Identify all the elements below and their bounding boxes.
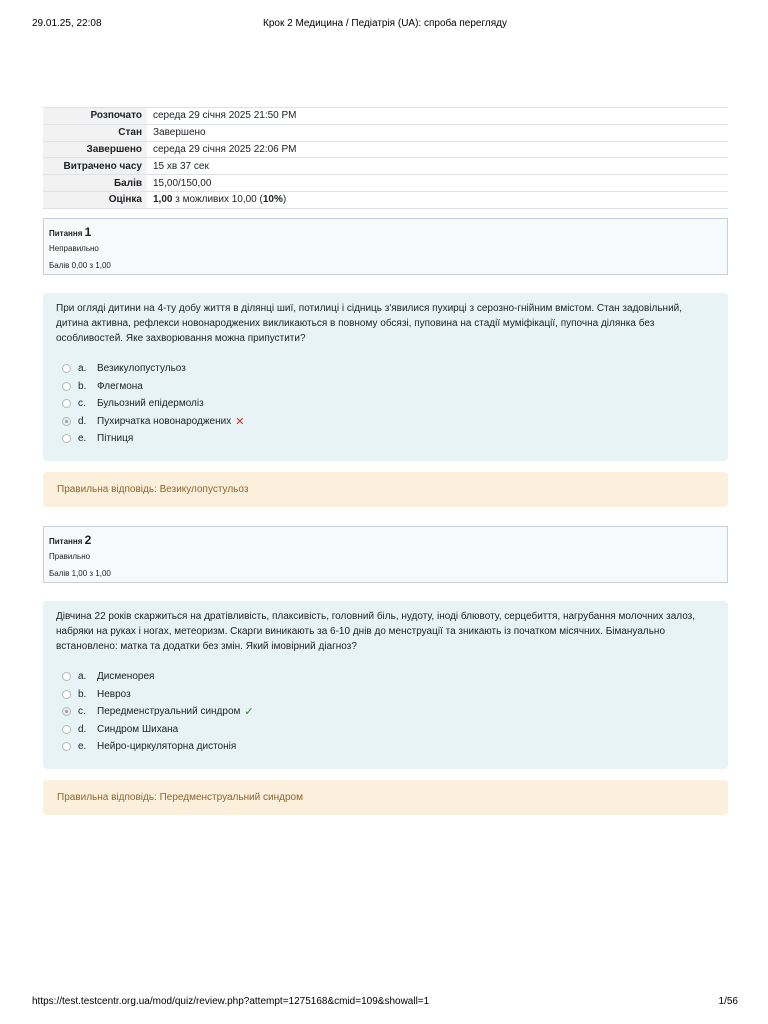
- right-answer-text: Правильна відповідь: Везикулопустульоз: [57, 484, 249, 495]
- answer-label: Дисменорея: [97, 671, 155, 683]
- answer-option-c[interactable]: [56, 395, 715, 413]
- summary-value: 15,00/150,00: [147, 175, 728, 192]
- question-1-formulation: [43, 293, 728, 461]
- answer-option-b[interactable]: [56, 686, 715, 704]
- radio-button[interactable]: [62, 399, 71, 408]
- answer-option-e[interactable]: [56, 430, 715, 448]
- answer-label: Нейро-циркуляторна дистонія: [97, 741, 237, 753]
- answer-option-d[interactable]: [56, 413, 715, 431]
- question-state: Неправильно: [49, 244, 99, 253]
- question-text: Дівчина 22 років скаржиться на дратівливість, плаксивість, головний біль, нудоту, іноді блювоту, серцебиття, нагрубання молочних залоз, набряки на руках і ногах, метеоризм. Скарги виникають за 6-10 днів до менструації та зникають із початком місячних. Бімануально встановлено: матка та додатки без змін. Який імовірний діагноз?: [56, 611, 696, 652]
- question-grade: Балів 1,00 з 1,00: [49, 569, 111, 578]
- answer-letter: a.: [78, 671, 87, 683]
- answer-letter: b.: [78, 688, 87, 700]
- question-number-value: 1: [84, 225, 92, 239]
- right-answer-text: Правильна відповідь: Передменструальний синдром: [57, 792, 303, 803]
- summary-label: Балів: [43, 175, 147, 192]
- question-text: При огляді дитини на 4-ту добу життя в ділянці шиї, потилиці і сідниць з'явилися пухирці з серозно-гнійним вмістом. Стан задовільний, дитина активна, рефлекси новонароджених викликаються в повному обсязі, пуповина на стадії муміфікації, пупочна ділянка без особливостей. Яке захворювання можна припустити?: [56, 303, 683, 344]
- answer-option-d[interactable]: [56, 721, 715, 739]
- question-prefix: Питання: [49, 229, 83, 238]
- radio-button[interactable]: [62, 672, 71, 681]
- answer-option-e[interactable]: [56, 738, 715, 756]
- question-state: Правильно: [49, 552, 91, 561]
- incorrect-icon: ✕: [235, 415, 245, 428]
- answer-option-a[interactable]: [56, 668, 715, 686]
- print-datetime: 29.01.25, 22:08: [32, 18, 102, 29]
- summary-value: середа 29 січня 2025 22:06 PM: [147, 141, 728, 158]
- radio-button[interactable]: [62, 690, 71, 699]
- question-2-right-answer: [43, 780, 728, 815]
- answer-option-a[interactable]: [56, 360, 715, 378]
- question-1-info: [43, 218, 728, 275]
- print-title: Крок 2 Медицина / Педіатрія (UA): спроба перегляду: [263, 18, 507, 29]
- answer-label: Флегмона: [97, 380, 143, 392]
- summary-label: Стан: [43, 124, 147, 141]
- grade-score: 1,00: [153, 194, 173, 206]
- grade-percent: 10%: [262, 194, 283, 206]
- answer-letter: d.: [78, 723, 87, 735]
- grade-middle: з можливих 10,00 (: [172, 194, 263, 206]
- summary-label: Завершено: [43, 141, 147, 158]
- summary-row-state: [43, 124, 728, 141]
- answer-label: Передменструальний синдром: [97, 706, 241, 718]
- summary-row-time-taken: [43, 158, 728, 175]
- radio-button[interactable]: [62, 434, 71, 443]
- summary-value: середа 29 січня 2025 21:50 PM: [147, 108, 728, 125]
- answer-option-b[interactable]: [56, 378, 715, 396]
- radio-button-selected[interactable]: [62, 707, 71, 716]
- summary-value: Завершено: [147, 124, 728, 141]
- answer-option-c[interactable]: [56, 703, 715, 721]
- answer-letter: e.: [78, 741, 87, 753]
- summary-row-grade: [43, 191, 728, 208]
- radio-button-selected[interactable]: [62, 417, 71, 426]
- answer-list: [56, 360, 715, 448]
- question-number: [49, 225, 722, 239]
- summary-label: Оцінка: [43, 191, 147, 208]
- answer-label: Бульозний епідермоліз: [97, 398, 204, 410]
- summary-grade-value: [147, 191, 728, 208]
- summary-row-marks: [43, 175, 728, 192]
- question-number-value: 2: [84, 533, 92, 547]
- print-header: [32, 18, 738, 32]
- print-page-number: 1/56: [718, 996, 738, 1007]
- correct-icon: ✓: [244, 706, 254, 719]
- answer-letter: c.: [78, 398, 86, 410]
- summary-label: Витрачено часу: [43, 158, 147, 175]
- answer-letter: b.: [78, 380, 87, 392]
- summary-row-started: [43, 108, 728, 125]
- question-2-formulation: [43, 601, 728, 769]
- print-footer: [32, 996, 738, 1010]
- answer-label: Синдром Шихана: [97, 723, 179, 735]
- answer-label: Пітниця: [97, 433, 134, 445]
- radio-button[interactable]: [62, 742, 71, 751]
- radio-button[interactable]: [62, 364, 71, 373]
- answer-label: Пухирчатка новонароджених: [97, 415, 232, 427]
- print-url: https://test.testcentr.org.ua/mod/quiz/review.php?attempt=1275168&cmid=109&showall=1: [32, 996, 430, 1007]
- answer-letter: a.: [78, 363, 87, 375]
- summary-label: Розпочато: [43, 108, 147, 125]
- question-grade: Балів 0,00 з 1,00: [49, 261, 111, 270]
- answer-letter: d.: [78, 415, 87, 427]
- question-number: [49, 533, 722, 547]
- question-prefix: Питання: [49, 537, 83, 546]
- attempt-summary-table: [43, 107, 728, 209]
- summary-value: 15 хв 37 сек: [147, 158, 728, 175]
- answer-label: Везикулопустульоз: [97, 363, 186, 375]
- radio-button[interactable]: [62, 725, 71, 734]
- radio-button[interactable]: [62, 382, 71, 391]
- question-2-info: [43, 526, 728, 583]
- answer-letter: e.: [78, 433, 87, 445]
- answer-list: [56, 668, 715, 756]
- answer-label: Невроз: [97, 688, 131, 700]
- summary-row-completed: [43, 141, 728, 158]
- question-1-right-answer: [43, 472, 728, 507]
- answer-letter: c.: [78, 706, 86, 718]
- grade-end: ): [282, 194, 287, 206]
